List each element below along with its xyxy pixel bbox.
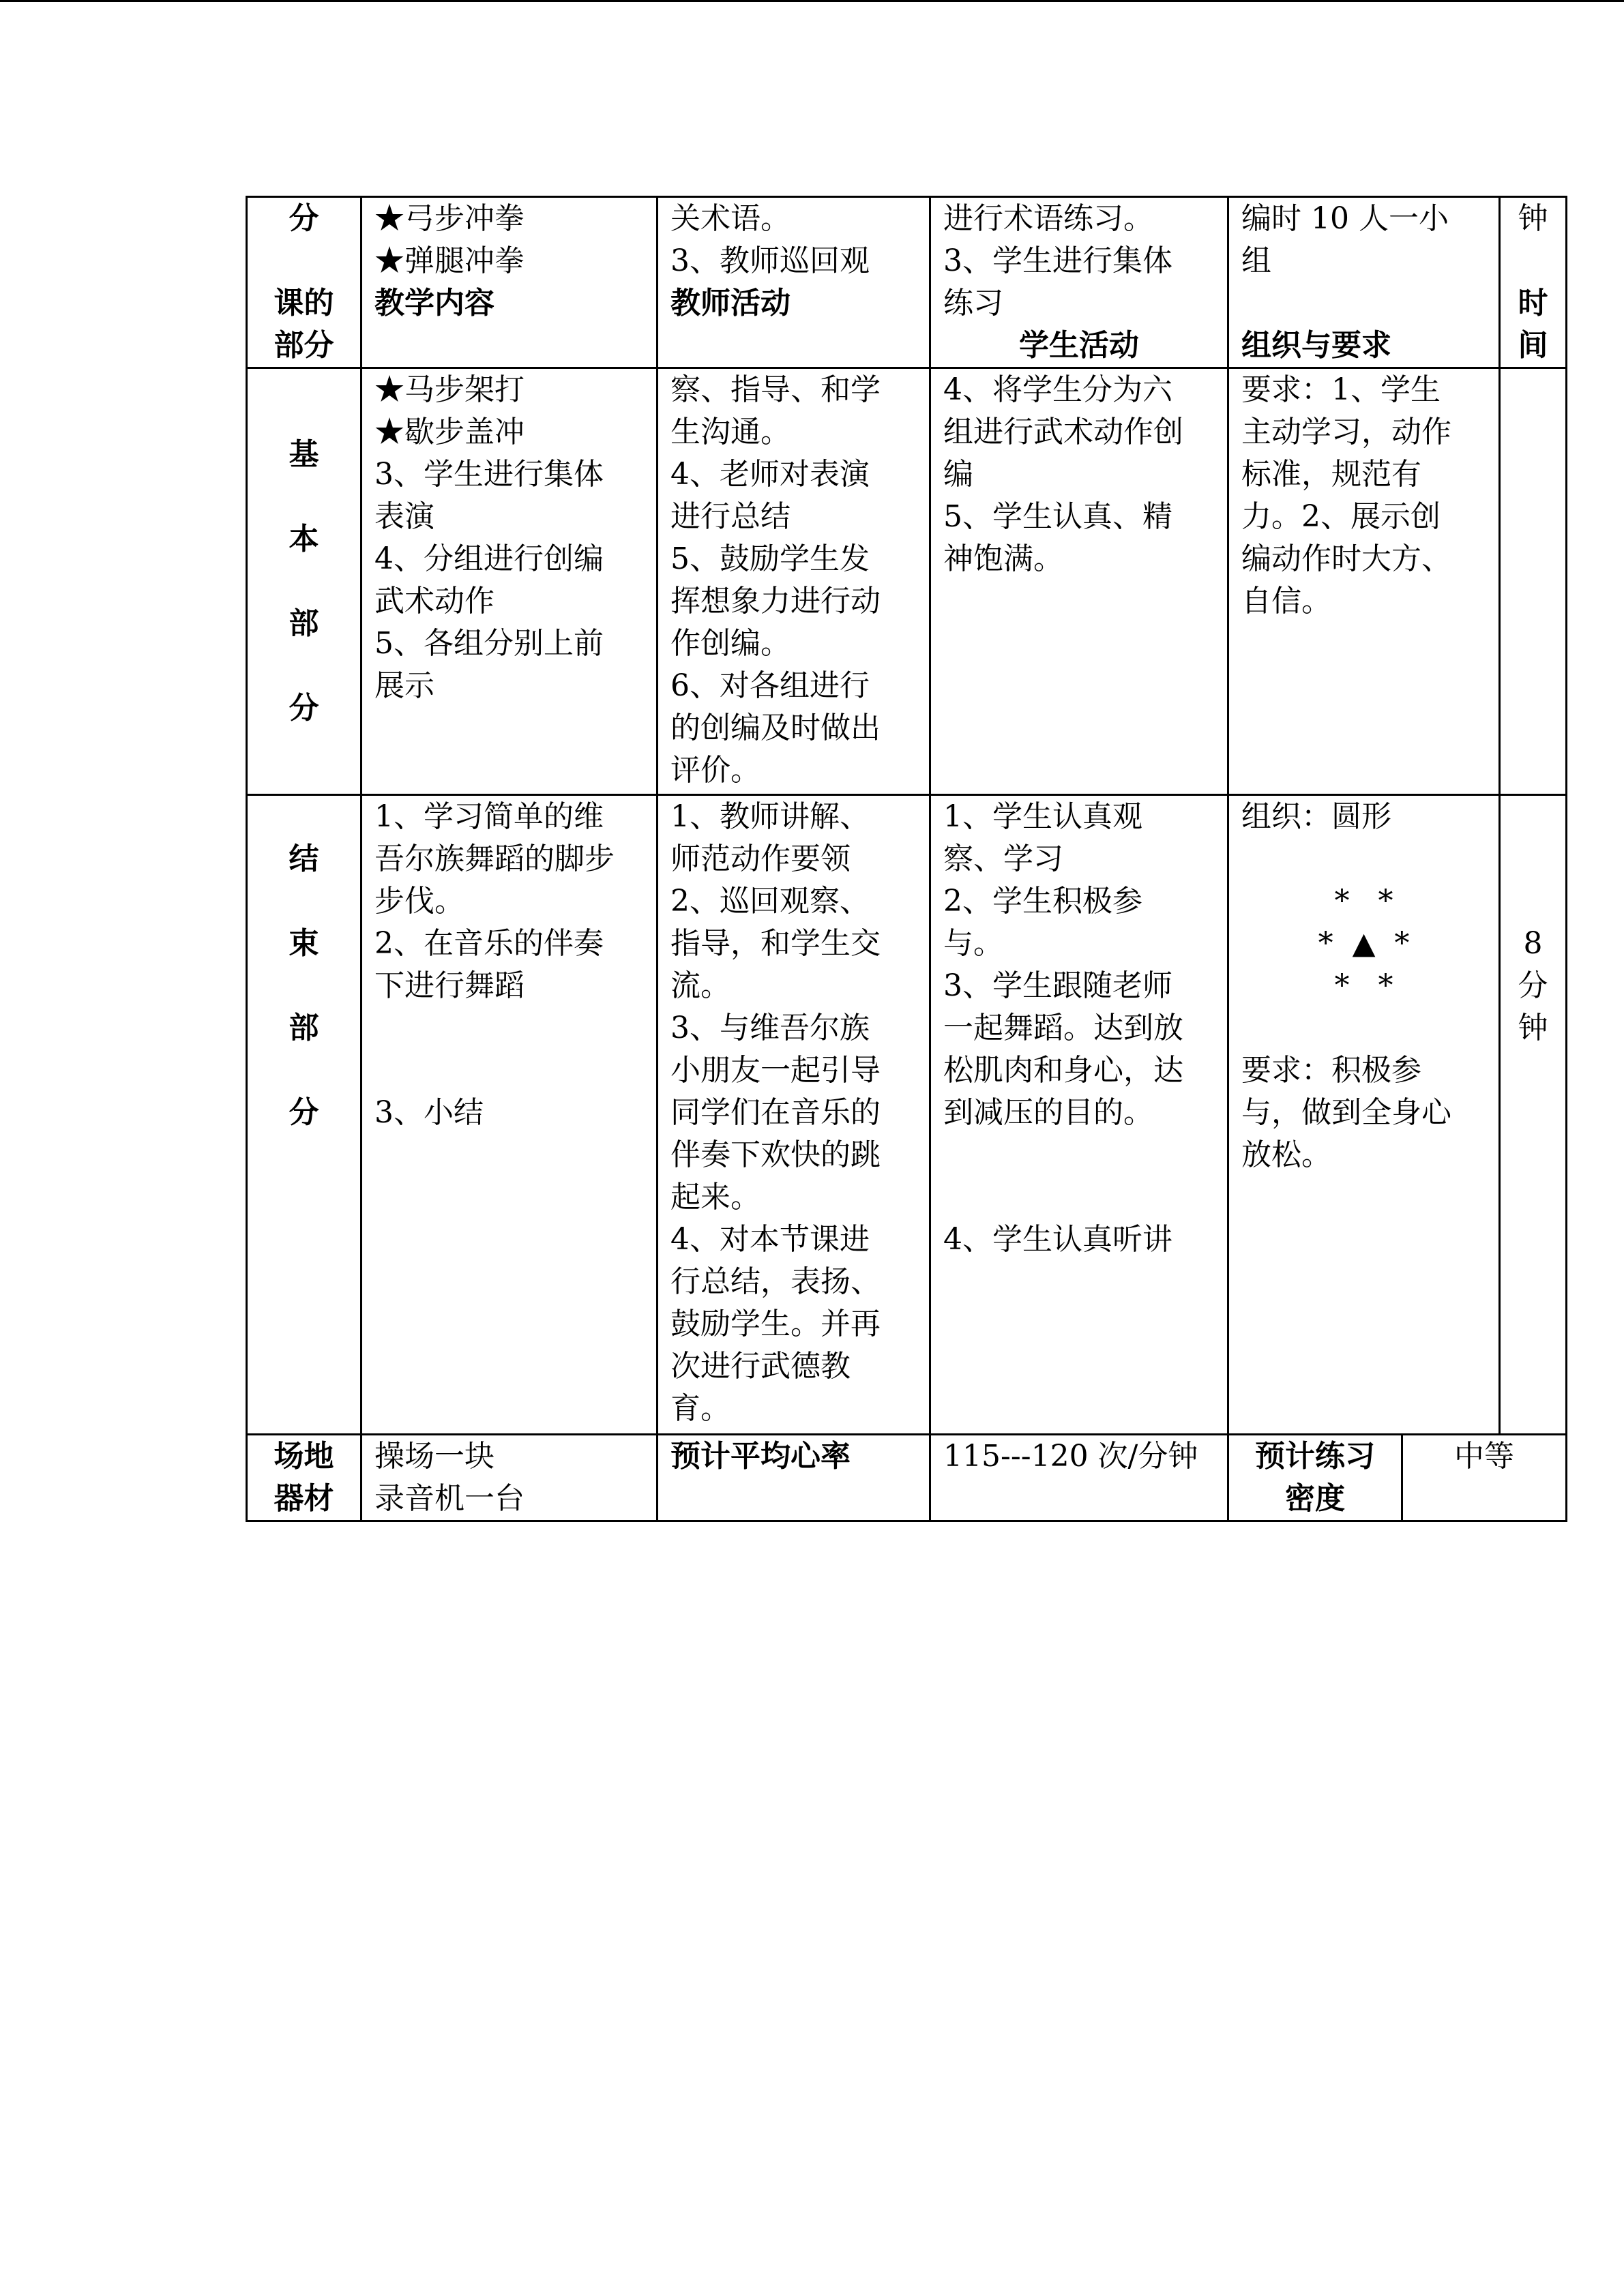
content-item: 2、在音乐的伴奏 xyxy=(374,926,604,961)
heart-rate-label-cell xyxy=(658,1435,930,1521)
organization-item: 组 xyxy=(1241,243,1271,278)
content-item: 步伐。 xyxy=(374,884,464,919)
student-item: 4、将学生分为六 xyxy=(943,372,1172,407)
basic-part-char: 分 xyxy=(289,690,319,726)
student-item: 神饱满。 xyxy=(943,541,1063,576)
teacher-item: 次进行武德教 xyxy=(670,1349,851,1384)
venue-label: 场地 xyxy=(274,1439,334,1474)
ending-part-char: 分 xyxy=(289,1095,319,1130)
teacher-item: 3、教师巡回观 xyxy=(670,243,870,278)
ending-student-cell xyxy=(930,795,1228,1435)
content-item: ★弓步冲拳 xyxy=(374,201,525,236)
part-continued: 分 xyxy=(289,201,319,236)
student-item: 练习 xyxy=(943,286,1003,320)
ending-part-row xyxy=(247,795,1567,1435)
content-item: 5、各组分别上前 xyxy=(374,626,604,661)
basic-organization-cell xyxy=(1228,368,1500,795)
continued-header-row xyxy=(247,197,1567,368)
student-item: 进行术语练习。 xyxy=(943,201,1153,236)
student-item: 4、学生认真听讲 xyxy=(943,1222,1172,1257)
header-teacher: 教师活动 xyxy=(670,286,791,320)
content-item: 4、分组进行创编 xyxy=(374,541,604,576)
content-item: 3、小结 xyxy=(374,1095,484,1130)
organization-cell xyxy=(1228,197,1500,368)
basic-part-cell xyxy=(247,368,361,795)
time-continued: 钟 xyxy=(1518,201,1548,236)
basic-part-char: 本 xyxy=(289,521,319,556)
header-time-2: 间 xyxy=(1518,328,1548,363)
student-item: 察、学习 xyxy=(943,841,1063,876)
content-item: 3、学生进行集体 xyxy=(374,457,604,492)
student-item: 组进行武术动作创 xyxy=(943,415,1183,449)
ending-part-cell xyxy=(247,795,361,1435)
density-label-cell xyxy=(1228,1435,1402,1521)
organization-item: 编时 10 人一小 xyxy=(1241,201,1449,236)
density-label: 密度 xyxy=(1285,1481,1345,1516)
basic-teacher-cell xyxy=(658,368,930,795)
time-value: 8 xyxy=(1523,926,1543,961)
basic-content-cell xyxy=(361,368,658,795)
student-item: 2、学生积极参 xyxy=(943,884,1142,919)
density-cell xyxy=(1402,1435,1567,1521)
teacher-item: 挥想象力进行动 xyxy=(670,584,881,618)
basic-time-cell xyxy=(1500,368,1567,795)
ending-teacher-cell xyxy=(658,795,930,1435)
teacher-item: 的创编及时做出 xyxy=(670,711,881,745)
student-item: 到减压的目的。 xyxy=(943,1095,1153,1130)
content-item: 吾尔族舞蹈的脚步 xyxy=(374,841,615,876)
formation-row: * * xyxy=(1334,968,1393,1003)
teacher-item: 流。 xyxy=(670,968,730,1003)
teacher-item: 6、对各组进行 xyxy=(670,668,870,703)
student-item: 5、学生认真、精 xyxy=(943,499,1172,534)
student-cell xyxy=(930,197,1228,368)
content-item: 展示 xyxy=(374,668,434,703)
teacher-item: 指导，和学生交 xyxy=(670,926,881,961)
teacher-item: 师范动作要领 xyxy=(670,841,851,876)
teacher-item: 行总结，表扬、 xyxy=(670,1264,881,1299)
student-item: 3、学生进行集体 xyxy=(943,243,1172,278)
header-organization: 组织与要求 xyxy=(1241,328,1391,363)
student-item: 松肌肉和身心，达 xyxy=(943,1053,1183,1088)
part-cell xyxy=(247,197,361,368)
time-unit: 分 xyxy=(1518,968,1548,1003)
content-item: 1、学习简单的维 xyxy=(374,799,604,834)
ending-part-char: 束 xyxy=(289,926,319,961)
footer-row xyxy=(247,1435,1567,1521)
venue-label: 器材 xyxy=(274,1481,334,1516)
basic-part-char: 部 xyxy=(289,606,319,641)
venue-label-cell xyxy=(247,1435,361,1521)
teacher-item: 4、对本节课进 xyxy=(670,1222,870,1257)
teacher-item: 进行总结 xyxy=(670,499,791,534)
content-cell xyxy=(361,197,658,368)
teacher-item: 1、教师讲解、 xyxy=(670,799,870,834)
teacher-item: 5、鼓励学生发 xyxy=(670,541,870,576)
organization-item: 力。2、展示创 xyxy=(1241,499,1441,534)
ending-part-char: 部 xyxy=(289,1011,319,1045)
formation-row: * ▲ * xyxy=(1318,926,1410,961)
teacher-item: 育。 xyxy=(670,1391,730,1426)
header-part-2: 部分 xyxy=(274,328,334,363)
organization-item: 要求：积极参 xyxy=(1241,1053,1421,1088)
density-label: 预计练习 xyxy=(1255,1439,1375,1474)
header-part-1: 课的 xyxy=(274,286,334,320)
organization-item: 与，做到全身心 xyxy=(1241,1095,1451,1130)
formation-row: * * xyxy=(1334,884,1393,919)
page-top-border xyxy=(0,0,1624,2)
student-item: 一起舞蹈。达到放 xyxy=(943,1011,1183,1045)
student-item: 1、学生认真观 xyxy=(943,799,1142,834)
content-item: ★弹腿冲拳 xyxy=(374,243,525,278)
heart-rate-cell xyxy=(930,1435,1228,1521)
teacher-item: 评价。 xyxy=(670,753,761,788)
lesson-plan-table xyxy=(246,196,1567,1522)
organization-item: 要求：1、学生 xyxy=(1241,372,1441,407)
teacher-item: 伴奏下欢快的跳 xyxy=(670,1137,881,1172)
content-item: ★马步架打 xyxy=(374,372,525,407)
teacher-item: 察、指导、和学 xyxy=(670,372,881,407)
ending-organization-cell xyxy=(1228,795,1500,1435)
organization-title: 组织：圆形 xyxy=(1241,799,1391,834)
content-item: 武术动作 xyxy=(374,584,494,618)
content-item: 下进行舞蹈 xyxy=(374,968,525,1003)
venue-cell xyxy=(361,1435,658,1521)
teacher-item: 鼓励学生。并再 xyxy=(670,1307,881,1341)
basic-part-char: 基 xyxy=(289,436,319,472)
time-unit: 钟 xyxy=(1518,1011,1548,1045)
content-item: ★歇步盖冲 xyxy=(374,415,525,449)
heart-rate-label: 预计平均心率 xyxy=(670,1439,851,1474)
organization-item: 编动作时大方、 xyxy=(1241,541,1451,576)
teacher-item: 2、巡回观察、 xyxy=(670,884,870,919)
basic-student-cell xyxy=(930,368,1228,795)
content-item: 表演 xyxy=(374,499,434,534)
teacher-item: 3、与维吾尔族 xyxy=(670,1011,870,1045)
student-item: 3、学生跟随老师 xyxy=(943,968,1172,1003)
venue-item: 录音机一台 xyxy=(374,1481,525,1516)
organization-item: 主动学习，动作 xyxy=(1241,415,1451,449)
teacher-item: 小朋友一起引导 xyxy=(670,1053,881,1088)
ending-time-cell xyxy=(1500,795,1567,1435)
organization-item: 放松。 xyxy=(1241,1137,1331,1172)
header-content: 教学内容 xyxy=(374,286,494,320)
time-cell xyxy=(1500,197,1567,368)
teacher-item: 作创编。 xyxy=(670,626,791,661)
teacher-item: 4、老师对表演 xyxy=(670,457,870,492)
venue-item: 操场一块 xyxy=(374,1439,494,1474)
student-item: 与。 xyxy=(943,926,1003,961)
teacher-item: 同学们在音乐的 xyxy=(670,1095,881,1130)
organization-item: 标准，规范有 xyxy=(1241,457,1421,492)
teacher-cell xyxy=(658,197,930,368)
ending-part-char: 结 xyxy=(289,841,319,876)
header-student: 学生活动 xyxy=(1019,328,1139,363)
teacher-item: 起来。 xyxy=(670,1180,761,1214)
density-value: 中等 xyxy=(1454,1439,1514,1474)
basic-part-row xyxy=(247,368,1567,795)
header-time-1: 时 xyxy=(1518,286,1548,320)
teacher-item: 生沟通。 xyxy=(670,415,791,449)
ending-content-cell xyxy=(361,795,658,1435)
organization-item: 自信。 xyxy=(1241,584,1331,618)
heart-rate-value: 115---120 次/分钟 xyxy=(943,1439,1198,1474)
teacher-item: 关术语。 xyxy=(670,201,791,236)
student-item: 编 xyxy=(943,457,973,492)
